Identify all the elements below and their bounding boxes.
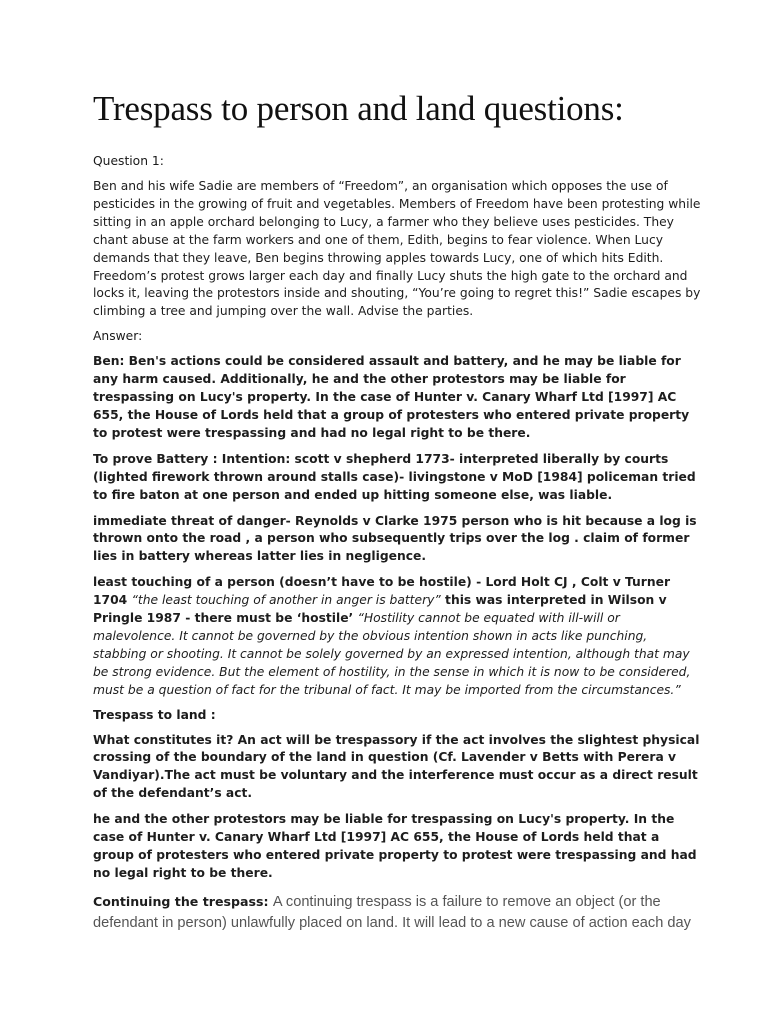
continuing-paragraph bbox=[93, 891, 704, 934]
colt-quote: “the least touching of another in anger is battery” bbox=[131, 593, 441, 608]
battery-paragraph: To prove Battery : Intention: scott v shepherd 1773- interpreted liberally by courts (lighted firework thrown around stalls case)- livingstone v MoD [1984] policeman tried to fire baton at one person and ended up hitting someone else, was liable. bbox=[93, 451, 696, 502]
continuing-text: A continuing trespass is a failure to remove an object (or the defendant in person) unlawfully placed on land. It will lead to a new cause of action each day bbox=[93, 893, 691, 931]
touching-lead: least touching of a person (doesn’t have to be hostile) - bbox=[93, 575, 486, 590]
continuing-lead: Continuing the trespass: bbox=[93, 893, 273, 909]
ben-paragraph: Ben: Ben's actions could be considered assault and battery, and he may be liable for any harm caused. Additionally, he and the other protestors may be liable for trespassing on Lucy's property. In the case of Hunter v. Canary Wharf Ltd [1997] AC 655, the House of Lords held that a group of protesters who entered private property to protest were trespassing and had no legal right to be there. bbox=[93, 354, 690, 440]
touching-paragraph bbox=[93, 574, 704, 699]
question-text: Ben and his wife Sadie are members of “Freedom”, an organisation which opposes the use of pesticides in the growing of fruit and vegetables. Members of Freedom have been protesting while sitting in an apple orchard belonging to Lucy, a farmer who they believe uses pesticides. They chant abuse at the farm workers and one of them, Edith, begins to fear violence. When Lucy demands that they leave, Ben begins throwing apples towards Lucy, one of which hits Edith. Freedom’s protest grows larger each day and finally Lucy shuts the high gate to the orchard and locks it, leaving the protestors inside and shouting, “You’re going to regret this!” Sadie escapes by climbing a tree and jumping over the wall. Advise the parties. bbox=[93, 179, 701, 319]
wilson-case: Wilson v Pringle 1987 bbox=[93, 593, 667, 626]
colt-case: Lord Holt CJ , Colt v Turner 1704 bbox=[93, 575, 671, 608]
hunter-paragraph: he and the other protestors may be liable for trespassing on Lucy's property. In the case of Hunter v. Canary Wharf Ltd [1997] AC 655, the House of Lords held that a group of protesters who entered private property to protest were trespassing and had no legal right to be there. bbox=[93, 812, 697, 880]
trespass-label: Trespass to land : bbox=[93, 707, 216, 722]
question-label: Question 1: bbox=[93, 154, 164, 168]
wilson-quote: “Hostility cannot be equated with ill-will or malevolence. It cannot be governed by the obvious intention shown in acts like punching, stabbing or shooting. It cannot be solely governed by an expressed intention, although that may be strong evidence. But the element of hostility, in the sense in which it is now to be considered, must be a question of fact for the tribunal of fact. It may be imported from the circumstances.” bbox=[93, 611, 691, 697]
touching-mid1: this was interpreted in bbox=[440, 593, 608, 608]
answer-label: Answer: bbox=[93, 329, 143, 344]
touching-mid2: - there must be ‘hostile’ bbox=[180, 611, 358, 626]
immediate-threat-paragraph: immediate threat of danger- Reynolds v Clarke 1975 person who is hit because a log is thrown onto the road , a person who subsequently trips over the log . claim of former lies in battery whereas latter lies in negligence. bbox=[93, 513, 697, 564]
what-constitutes-paragraph: What constitutes it? An act will be trespassory if the act involves the slightest physical crossing of the boundary of the land in question (Cf. Lavender v Betts with Perera v Vandiyar).The act must be voluntary and the interference must occur as a direct result of the defendant’s act. bbox=[93, 732, 700, 801]
page-title: Trespass to person and land questions: bbox=[93, 89, 624, 128]
